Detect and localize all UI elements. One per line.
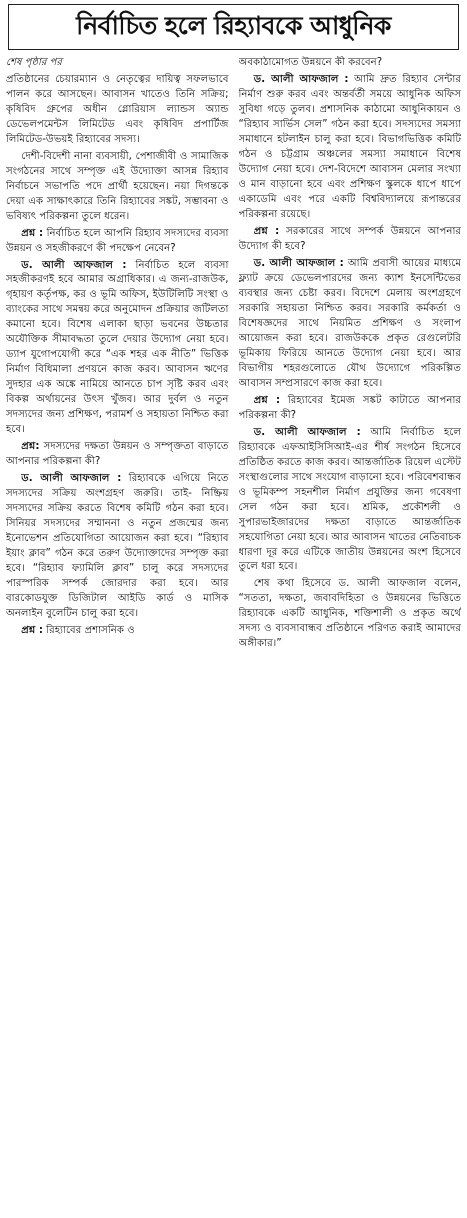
answer-text: আমি নির্বাচিত হলে রিহ্যাবকে এফআইসিসিআই-এর শীর্ষ সংগঠন হিসেবে প্রতিষ্ঠিত করতে কাজ করব। আন্তর্জাতিক রিয়েল এস্টেট সংস্থাগুলোর সাথে সংযোগ বাড়ানো হবে। পরিবেশবান্ধব ও ভূমিকম্প সহনশীল নির্মাণ প্রযুক্তির জন্য গবেষণা সেল গঠন করা হবে। শ্রমিক, প্রকৌশলী ও সুপারভাইজারদের দক্ষতা বাড়াতে আন্তর্জাতিক সহযোগিতা নেয়া হবে। আর আবাসন খাতের নেতিবাচক ধারণা দূর করে এটিকে জাতীয় উন্নয়নের অংশ হিসেবে তুলে ধরা হবে। xyxy=(238,426,461,573)
answer-1 xyxy=(6,259,229,439)
intro-paragraph: প্রতিষ্ঠানের চেয়ারম্যান ও নেতৃত্বের দায়িত্ব সফলভাবে পালন করে আসছেন। আবাসন খাতেও তিনি সক্রিয়; কৃষিবিদ গ্রুপের অধীন গ্লোরিয়াস ল্যান্ডস অ্যান্ড ডেভেলপমেন্টস লিমিটেড এবং কৃষিবিদ প্রপার্টিজ লিমিটেড-উভয়ই রিহ্যাবের সদস্য। xyxy=(6,73,229,145)
question-4 xyxy=(239,225,462,255)
headline: নির্বাচিত হলে রিহ্যাবকে আধুনিক xyxy=(76,10,391,40)
continued-from-label: শেষ পৃষ্ঠার পর xyxy=(6,57,62,68)
question-5 xyxy=(239,394,462,424)
answer-3 xyxy=(239,73,462,223)
question-text: সরকারের সাথে সম্পর্ক উন্নয়নে আপনার উদ্যোগ কী হবে? xyxy=(238,225,461,252)
question-label: প্রশ্ন : xyxy=(21,227,44,239)
answer-text: রিহ্যাবকে এগিয়ে নিতে সদস্যদের সক্রিয় অংশগ্রহণ জরুরি। তাই- নিষ্ক্রিয় সদস্যদের সক্রিয় করতে বিশেষ কমিটি গঠন করা হবে। সিনিয়র সদস্যদের সম্মাননা ও নতুন প্রজন্মের জন্য ইনোভেশন প্রতিযোগিতা আয়োজন করা হবে। “রিহ্যাব ইয়াং ক্লাব” গঠন করে তরুণ উদ্যোক্তাদের সম্পৃক্ত করা হবে। “রিহ্যাব ফ্যামিলি ক্লাব” চালু করে সদস্যদের পারস্পরিক সম্পর্ক জোরদার করা হবে। আর বারকোডযুক্ত ডিজিটাল আইডি কার্ড ও মাসিক অনলাইন বুলেটিন চালু করা হবে। xyxy=(6,473,229,620)
question-label: প্রশ্ন: xyxy=(21,441,40,453)
headline-box xyxy=(8,4,459,50)
speaker-label: ড. আলী আফজাল : xyxy=(253,257,344,269)
answer-text: আমি দ্রুত রিহ্যাব সেন্টার নির্মাণ শুরু করব এবং অন্তর্বর্তী সময়ে আধুনিক অফিস সুবিধা গড়ে তুলব। প্রশাসনিক কাঠামো আধুনিকায়ন ও “রিহ্যাব সার্ভিস সেল” গঠন করা হবে। সদস্যদের সমস্যা সমাধানে হটলাইন চালু করা হবে। বিভাগভিত্তিক কমিটি গঠন ও চট্টগ্রাম অঞ্চলের সমস্যা সমাধানে বিশেষ উদ্যোগ নেয়া হবে। দেশ-বিদেশে আবাসন মেলার সংখ্যা ও মান বাড়ানো হবে এবং প্রশিক্ষণ স্কুলকে ধাপে ধাপে একাডেমি এবং পরে একটি বিশ্ববিদ্যালয়ে রূপান্তরের পরিকল্পনা রয়েছে। xyxy=(238,73,461,220)
answer-2 xyxy=(6,472,229,622)
answer-5 xyxy=(239,426,462,576)
left-column xyxy=(6,56,229,1214)
question-3-continued: অবকাঠামোগত উন্নয়নে কী করবেন? xyxy=(238,57,383,68)
question-text: সদস্যদের দক্ষতা উন্নয়ন ও সম্পৃক্ততা বাড়াতে আপনার পরিকল্পনা কী? xyxy=(6,441,229,468)
closing-paragraph: শেষ কথা হিসেবে ড. আলী আফজাল বলেন, “সততা, দক্ষতা, জবাবদিহিতা ও উন্নয়নের ভিত্তিতে রিহ্যাবকে একটি আধুনিক, শক্তিশালী ও প্রকৃত অর্থে সদস্য ও ব্যবসাবান্ধব প্রতিষ্ঠানে পরিণত করাই আমাদের অঙ্গীকার।” xyxy=(238,578,461,650)
speaker-label: ড. আলী আফজাল : xyxy=(21,259,127,271)
intro-paragraph-2: দেশী-বিদেশী নানা ব্যবসায়ী, পেশাজীবী ও সামাজিক সংগঠনের সাথে সম্পৃক্ত এই উদ্যোক্তা আসন্ন রিহ্যাব নির্বাচনে সভাপতি পদে প্রার্থী হয়েছেন। নয়া দিগন্তকে দেয়া এক সাক্ষাৎকারে তিনি রিহ্যাবের সঙ্কট, সম্ভাবনা ও ভবিষ্যৎ পরিকল্পনা তুলে ধরেন। xyxy=(6,150,229,222)
question-text: রিহ্যাবের ইমেজ সঙ্কট কাটাতে আপনার পরিকল্পনা কী? xyxy=(238,394,461,421)
question-label: প্রশ্ন : xyxy=(21,625,43,637)
question-2 xyxy=(6,440,229,470)
question-label: প্রশ্ন : xyxy=(253,225,280,237)
question-1 xyxy=(6,227,229,257)
answer-text: নির্বাচিত হলে ব্যবসা সহজীকরণই হবে আমার অগ্রাধিকার। এ জন্য-রাজউক, গৃহায়ণ কর্তৃপক্ষ, কর ও ভূমি অফিস, ইউটিলিটি সংস্থা ও ব্যাংকের সাথে সমন্বয় করে অনুমোদন প্রক্রিয়ার জটিলতা কমানো হবে। বিশেষ এলাকা ছাড়া ভবনের উচ্চতার অযৌক্তিক সীমাবদ্ধতা তুলে দেয়ার উদ্যোগ নেয়া হবে। ড্যাপ যুগোপযোগী করে “এক শহর এক নীতি” ভিত্তিক নির্মাণ বিধিমালা প্রণয়নে কাজ করব। আবাসন ঋণের সুদহার এক অঙ্কে নামিয়ে আনতে চাপ সৃষ্টি করব এবং বিকল্প অর্থায়নের উৎস খুঁজব। আর দুর্বল ও নতুন সদস্যদের জন্য প্রশিক্ষণ, পরামর্শ ও সহায়তা নিশ্চিত করা হবে। xyxy=(6,259,229,436)
speaker-label: ড. আলী আফজাল : xyxy=(21,473,122,485)
question-text: রিহ্যাবের প্রশাসনিক ও xyxy=(42,625,135,637)
answer-text: আমি প্রবাসী আয়ের মাধ্যমে ফ্ল্যাট ক্রয়ে ডেভেলপারদের জন্য ক্যাশ ইনসেন্টিভের ব্যবস্থার জন্য চেষ্টা করব। বিদেশে মেলায় অংশগ্রহণে সরকারি সহায়তা নিশ্চিত করব। সরকারি কর্মকর্তা ও বিশেষজ্ঞদের সাথে নিয়মিত প্রশিক্ষণ ও সংলাপ আয়োজন করা হবে। রাজউককে প্রকৃত রেগুলেটরি ভূমিকায় ফিরিয়ে আনতে উদ্যোগ নেয়া হবে। আর বিভাগীয় শহরগুলোতে যৌথ উদ্যোগে পরিকল্পিত আবাসন সম্প্রসারণে কাজ করা হবে। xyxy=(238,257,461,389)
article-columns xyxy=(6,56,461,1214)
speaker-label: ড. আলী আফজাল : xyxy=(253,73,349,85)
question-text: নির্বাচিত হলে আপনি রিহ্যাব সদস্যদের ব্যবসা উন্নয়ন ও সহজীকরণে কী পদক্ষেপ নেবেন? xyxy=(6,227,229,254)
question-3 xyxy=(6,624,229,639)
right-column xyxy=(239,56,462,1214)
answer-4 xyxy=(239,257,462,392)
speaker-label: ড. আলী আফজাল : xyxy=(253,426,361,438)
question-label: প্রশ্ন : xyxy=(253,394,281,406)
